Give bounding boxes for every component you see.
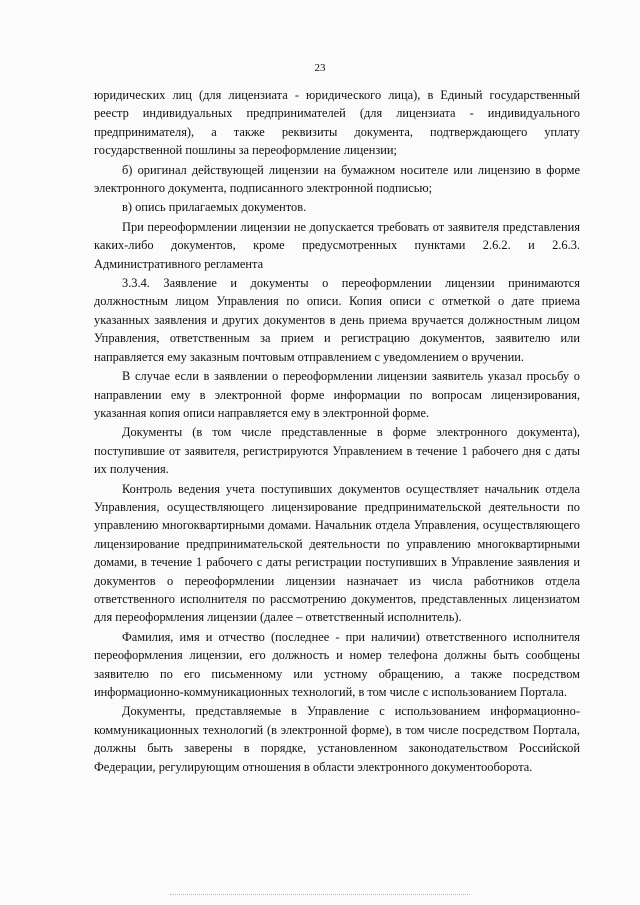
paragraph-registration: Документы (в том числе представленные в форме электронного документа), поступившие от заявителя, регистрируются Управлением в течение 1 рабочего дня с даты их получения. [94,425,580,477]
paragraph-control: Контроль ведения учета поступивших документов осуществляет начальник отдела Управления, осуществляющего лицензирование предпринимательской деятельности по управлению многоквартирными домами. Начальник отдела Управления, осуществляющего лицензирование предпринимательской деятельности по управлению многоквартирными домами, в течение 1 рабочего с даты регистрации поступивших в Управление заявления и документов о переоформлении лицензии назначает из числа работников отдела ответственного исполнителя по рассмотрению документов, представленных лицензиатом для переоформления лицензии (далее – ответственный исполнитель). [94,481,580,625]
paragraph-3-3-4: 3.3.4. Заявление и документы о переоформлении лицензии принимаются должностным лицом Управления по описи. Копия описи с отметкой о дате приема указанных заявления и других документов в день приема вручается должностным лицом Управления, ответственным за прием и регистрацию документов, заявителю или направляется ему заказным почтовым отправлением с уведомлением о вручении. [94,276,580,364]
paragraph-electronic-documents: Документы, представляемые в Управление с использованием информационно-коммуникационных технологий (в электронной форме), в том числе посредством Портала, должны быть заверены в порядке, установленном законодательством Российской Федерации, регулирующим отношения в области электронного документооборота. [94,704,580,774]
paragraph-electronic-request: В случае если в заявлении о переоформлении лицензии заявитель указал просьбу о направлении ему в электронной форме информации по вопросам лицензирования, указанная копия описи направляется ему в электронной форме. [94,369,580,420]
scan-footer-line [170,894,470,895]
paragraph-item-v: в) опись прилагаемых документов. [122,200,307,215]
paragraph-no-extra-documents: При переоформлении лицензии не допускается требовать от заявителя представления каких-либо документов, кроме предусмотренных пунктами 2.6.2. и 2.6.3. Административного регламента [94,219,580,271]
page-number: 23 [314,62,326,74]
paragraph-item-b: б) оригинал действующей лицензии на бумажном носителе или лицензию в форме электронного документа, подписанного электронной подписью; [94,162,580,196]
paragraph-responsible-name: Фамилия, имя и отчество (последнее - при наличии) ответственного исполнителя переоформления лицензии, его должность и номер телефона должны быть сообщены заявителю по его письменному или устному обращению, а также посредством информационно-коммуникационных технологий, в том числе с использованием Портала. [94,629,580,699]
body-text [94,86,580,777]
paragraph-1-continuation: юридических лиц (для лицензиата - юридического лица), в Единый государственный реестр индивидуальных предпринимателей (для лицензиата - индивидуального предпринимателя), а также реквизиты документа, подтверждающего уплату государственной пошлины за переоформление лицензии; [94,88,580,158]
